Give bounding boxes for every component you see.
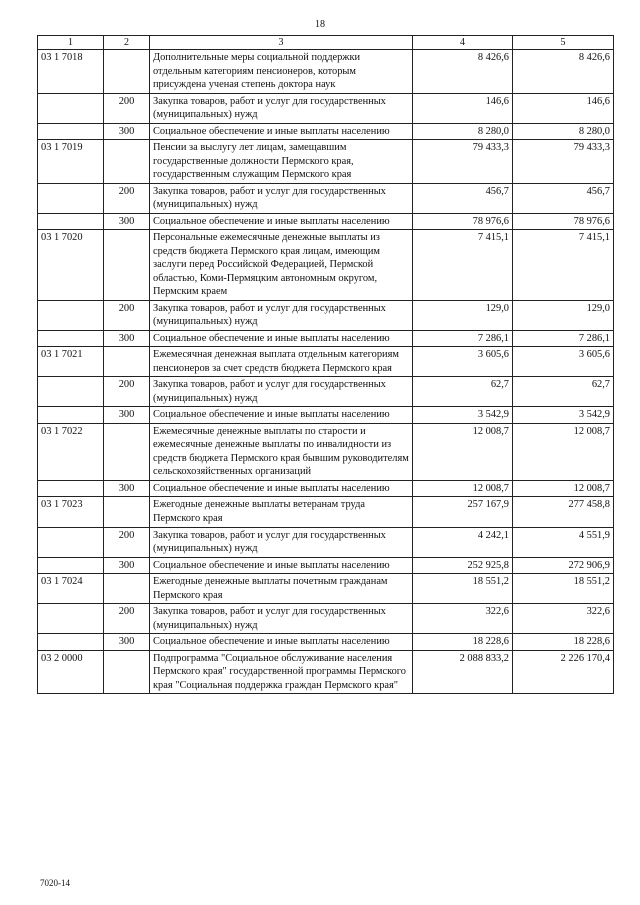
expense-type-cell xyxy=(104,347,150,377)
table-row xyxy=(38,574,614,604)
amount-year2-cell: 78 976,6 xyxy=(513,213,614,230)
target-code-cell: 03 1 7024 xyxy=(38,574,104,604)
amount-year1-cell: 252 925,8 xyxy=(413,557,513,574)
amount-year1-cell: 8 280,0 xyxy=(413,123,513,140)
table-row xyxy=(38,527,614,557)
target-code-cell xyxy=(38,213,104,230)
table-row xyxy=(38,423,614,480)
table-row xyxy=(38,50,614,94)
amount-year2-cell: 3 605,6 xyxy=(513,347,614,377)
target-code-cell xyxy=(38,480,104,497)
column-header: 5 xyxy=(513,36,614,50)
item-name-cell: Закупка товаров, работ и услуг для государственных (муниципальных) нужд xyxy=(150,604,413,634)
table-header-row xyxy=(38,36,614,50)
item-name-cell: Дополнительные меры социальной поддержки отдельным категориям пенсионеров, которым присуждена ученая степень доктора наук xyxy=(150,50,413,94)
expense-type-cell: 300 xyxy=(104,213,150,230)
item-name-cell: Ежегодные денежные выплаты ветеранам труда Пермского края xyxy=(150,497,413,527)
amount-year2-cell: 7 415,1 xyxy=(513,230,614,301)
target-code-cell xyxy=(38,407,104,424)
table-row xyxy=(38,604,614,634)
item-name-cell: Подпрограмма "Социальное обслуживание населения Пермского края" государственной программы Пермского края "Социальная поддержка граждан Пермского края" xyxy=(150,650,413,694)
amount-year2-cell: 129,0 xyxy=(513,300,614,330)
table-row xyxy=(38,557,614,574)
expense-type-cell: 200 xyxy=(104,377,150,407)
amount-year2-cell: 277 458,8 xyxy=(513,497,614,527)
amount-year2-cell: 456,7 xyxy=(513,183,614,213)
expense-type-cell: 300 xyxy=(104,407,150,424)
target-code-cell xyxy=(38,557,104,574)
expense-type-cell xyxy=(104,574,150,604)
amount-year2-cell: 4 551,9 xyxy=(513,527,614,557)
target-code-cell: 03 1 7022 xyxy=(38,423,104,480)
target-code-cell: 03 1 7018 xyxy=(38,50,104,94)
amount-year2-cell: 7 286,1 xyxy=(513,330,614,347)
amount-year1-cell: 7 415,1 xyxy=(413,230,513,301)
table-row xyxy=(38,634,614,651)
amount-year1-cell: 257 167,9 xyxy=(413,497,513,527)
amount-year1-cell: 3 542,9 xyxy=(413,407,513,424)
amount-year1-cell: 129,0 xyxy=(413,300,513,330)
column-header: 2 xyxy=(104,36,150,50)
amount-year1-cell: 18 228,6 xyxy=(413,634,513,651)
expense-type-cell: 300 xyxy=(104,634,150,651)
amount-year2-cell: 79 433,3 xyxy=(513,140,614,184)
item-name-cell: Социальное обеспечение и иные выплаты населению xyxy=(150,123,413,140)
amount-year2-cell: 8 280,0 xyxy=(513,123,614,140)
expense-type-cell: 300 xyxy=(104,480,150,497)
expense-type-cell xyxy=(104,423,150,480)
target-code-cell: 03 2 0000 xyxy=(38,650,104,694)
amount-year1-cell: 12 008,7 xyxy=(413,480,513,497)
amount-year1-cell: 79 433,3 xyxy=(413,140,513,184)
amount-year1-cell: 62,7 xyxy=(413,377,513,407)
target-code-cell xyxy=(38,527,104,557)
amount-year1-cell: 78 976,6 xyxy=(413,213,513,230)
table-row xyxy=(38,497,614,527)
item-name-cell: Ежемесячные денежные выплаты по старости и ежемесячные денежные выплаты по инвалидности из средств бюджета Пермского края бывшим руководителям сельскохозяйственных организаций xyxy=(150,423,413,480)
target-code-cell xyxy=(38,300,104,330)
target-code-cell: 03 1 7019 xyxy=(38,140,104,184)
table-row xyxy=(38,140,614,184)
item-name-cell: Персональные ежемесячные денежные выплаты из средств бюджета Пермского края лицам, имеющим заслуги перед Российской Федерацией, Пермской областью, Коми-Пермяцким автономным округом, Пермским краем xyxy=(150,230,413,301)
table-row xyxy=(38,300,614,330)
expense-type-cell xyxy=(104,497,150,527)
amount-year2-cell: 146,6 xyxy=(513,93,614,123)
target-code-cell xyxy=(38,93,104,123)
table-row xyxy=(38,230,614,301)
expense-type-cell: 200 xyxy=(104,604,150,634)
expense-type-cell: 200 xyxy=(104,527,150,557)
amount-year1-cell: 7 286,1 xyxy=(413,330,513,347)
table-row xyxy=(38,330,614,347)
table-row xyxy=(38,407,614,424)
budget-table xyxy=(37,35,614,694)
column-header: 1 xyxy=(38,36,104,50)
item-name-cell: Ежемесячная денежная выплата отдельным категориям пенсионеров за счет средств бюджета Пермского края xyxy=(150,347,413,377)
amount-year2-cell: 62,7 xyxy=(513,377,614,407)
document-footer-code: 7020-14 xyxy=(40,878,70,888)
column-header: 4 xyxy=(413,36,513,50)
table-row xyxy=(38,650,614,694)
target-code-cell xyxy=(38,377,104,407)
amount-year2-cell: 3 542,9 xyxy=(513,407,614,424)
expense-type-cell xyxy=(104,50,150,94)
expense-type-cell: 300 xyxy=(104,123,150,140)
item-name-cell: Социальное обеспечение и иные выплаты населению xyxy=(150,634,413,651)
target-code-cell: 03 1 7021 xyxy=(38,347,104,377)
amount-year2-cell: 18 228,6 xyxy=(513,634,614,651)
item-name-cell: Социальное обеспечение и иные выплаты населению xyxy=(150,330,413,347)
amount-year2-cell: 2 226 170,4 xyxy=(513,650,614,694)
amount-year1-cell: 12 008,7 xyxy=(413,423,513,480)
table-row xyxy=(38,480,614,497)
amount-year2-cell: 12 008,7 xyxy=(513,480,614,497)
target-code-cell: 03 1 7020 xyxy=(38,230,104,301)
amount-year1-cell: 146,6 xyxy=(413,93,513,123)
amount-year1-cell: 8 426,6 xyxy=(413,50,513,94)
expense-type-cell: 300 xyxy=(104,330,150,347)
amount-year1-cell: 2 088 833,2 xyxy=(413,650,513,694)
table-row xyxy=(38,377,614,407)
target-code-cell: 03 1 7023 xyxy=(38,497,104,527)
item-name-cell: Закупка товаров, работ и услуг для государственных (муниципальных) нужд xyxy=(150,377,413,407)
amount-year1-cell: 18 551,2 xyxy=(413,574,513,604)
expense-type-cell xyxy=(104,140,150,184)
item-name-cell: Закупка товаров, работ и услуг для государственных (муниципальных) нужд xyxy=(150,527,413,557)
item-name-cell: Социальное обеспечение и иные выплаты населению xyxy=(150,480,413,497)
table-row xyxy=(38,347,614,377)
amount-year2-cell: 18 551,2 xyxy=(513,574,614,604)
target-code-cell xyxy=(38,634,104,651)
amount-year2-cell: 12 008,7 xyxy=(513,423,614,480)
amount-year1-cell: 322,6 xyxy=(413,604,513,634)
expense-type-cell: 200 xyxy=(104,93,150,123)
expense-type-cell xyxy=(104,650,150,694)
amount-year1-cell: 3 605,6 xyxy=(413,347,513,377)
table-row xyxy=(38,93,614,123)
amount-year2-cell: 8 426,6 xyxy=(513,50,614,94)
table-row xyxy=(38,183,614,213)
target-code-cell xyxy=(38,123,104,140)
item-name-cell: Социальное обеспечение и иные выплаты населению xyxy=(150,557,413,574)
item-name-cell: Закупка товаров, работ и услуг для государственных (муниципальных) нужд xyxy=(150,93,413,123)
target-code-cell xyxy=(38,604,104,634)
item-name-cell: Ежегодные денежные выплаты почетным гражданам Пермского края xyxy=(150,574,413,604)
expense-type-cell: 200 xyxy=(104,300,150,330)
page-number: 18 xyxy=(315,19,325,30)
amount-year1-cell: 456,7 xyxy=(413,183,513,213)
item-name-cell: Закупка товаров, работ и услуг для государственных (муниципальных) нужд xyxy=(150,183,413,213)
item-name-cell: Социальное обеспечение и иные выплаты населению xyxy=(150,407,413,424)
expense-type-cell: 200 xyxy=(104,183,150,213)
expense-type-cell: 300 xyxy=(104,557,150,574)
table-row xyxy=(38,123,614,140)
table-row xyxy=(38,213,614,230)
amount-year1-cell: 4 242,1 xyxy=(413,527,513,557)
amount-year2-cell: 322,6 xyxy=(513,604,614,634)
amount-year2-cell: 272 906,9 xyxy=(513,557,614,574)
column-header: 3 xyxy=(150,36,413,50)
item-name-cell: Закупка товаров, работ и услуг для государственных (муниципальных) нужд xyxy=(150,300,413,330)
target-code-cell xyxy=(38,330,104,347)
item-name-cell: Социальное обеспечение и иные выплаты населению xyxy=(150,213,413,230)
target-code-cell xyxy=(38,183,104,213)
expense-type-cell xyxy=(104,230,150,301)
item-name-cell: Пенсии за выслугу лет лицам, замещавшим государственные должности Пермского края, государственным служащим Пермского края xyxy=(150,140,413,184)
